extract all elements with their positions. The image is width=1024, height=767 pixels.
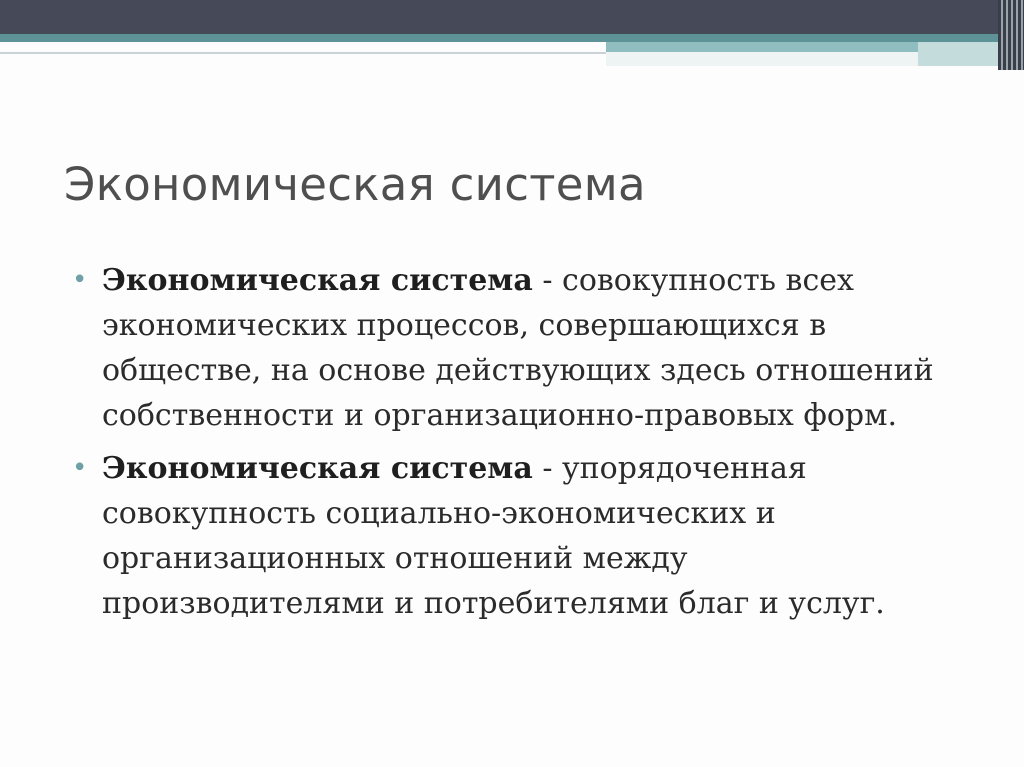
header-band-dark	[0, 0, 1024, 34]
header-band-fade	[918, 42, 998, 66]
bullet-term: Экономическая система	[102, 451, 533, 486]
bullet-list	[72, 258, 972, 634]
bullet-icon: •	[72, 453, 88, 483]
header-divider-line	[0, 52, 606, 54]
bullet-icon: •	[72, 265, 88, 295]
bullet-text: совокупность всех экономических процессов, совершающихся в обществе, на основе действующих здесь отношений собственности и организационно-правовых форм.	[102, 263, 934, 433]
slide-title: Экономическая система	[64, 158, 646, 211]
header-stripes-decoration	[998, 0, 1024, 70]
bullet-item	[72, 258, 972, 438]
header-band-light	[606, 52, 946, 66]
bullet-separator: -	[532, 451, 563, 486]
bullet-term: Экономическая система	[102, 263, 533, 298]
bullet-separator: -	[532, 263, 563, 298]
bullet-item	[72, 446, 972, 626]
header-band-teal	[0, 34, 1024, 42]
bullet-text: упорядоченная совокупность социально-экономических и организационных отношений между производителями и потребителями благ и услуг.	[102, 451, 885, 621]
